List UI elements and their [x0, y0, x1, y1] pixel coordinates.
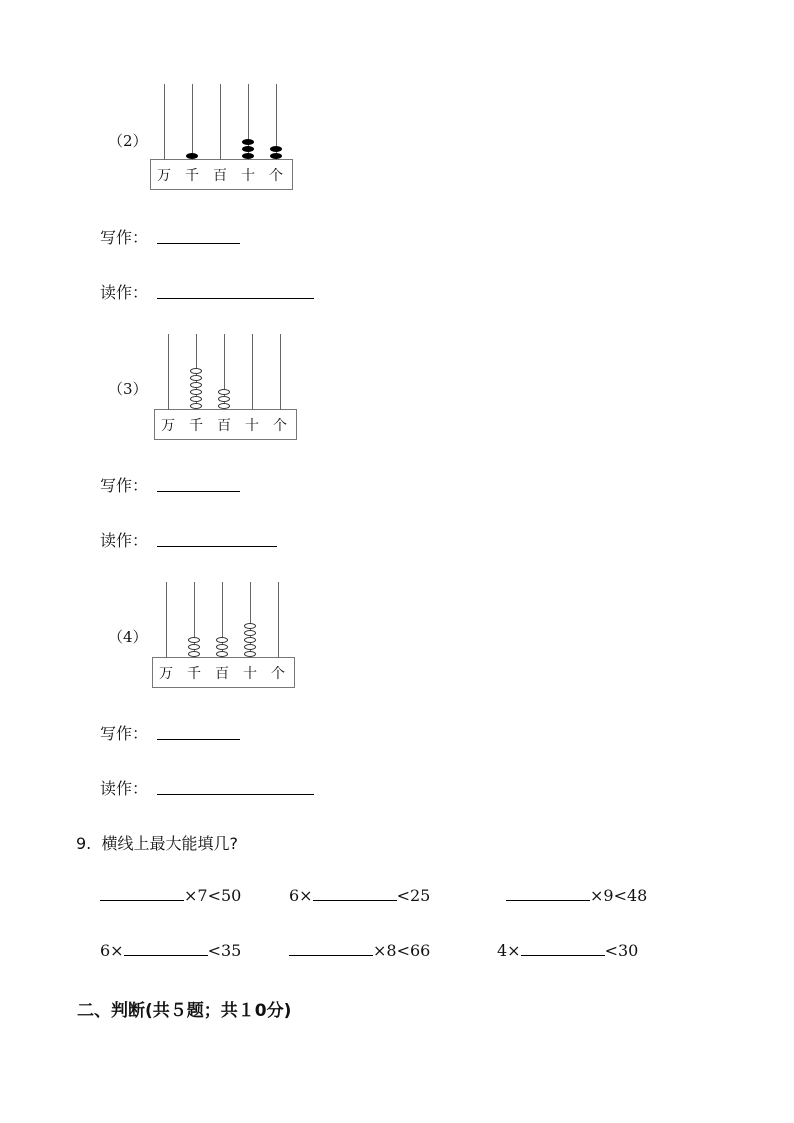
rod-ge — [280, 334, 281, 410]
abacus-bead — [188, 651, 200, 657]
abacus-bead — [190, 382, 202, 388]
inequality-item — [506, 886, 647, 905]
abacus-bead — [242, 139, 254, 145]
abacus-2 — [150, 84, 293, 190]
place-bai: 百 — [213, 168, 227, 184]
abacus-3 — [154, 334, 297, 440]
answer-blank[interactable] — [289, 954, 373, 956]
read-answer-blank[interactable] — [157, 298, 314, 299]
expr-prefix: 6× — [289, 886, 313, 905]
write-label: 写作： — [100, 476, 149, 495]
abacus-bead — [186, 153, 198, 159]
place-wan: 万 — [157, 168, 171, 184]
abacus-bead — [190, 396, 202, 402]
read-answer-blank[interactable] — [157, 794, 314, 795]
answer-blank[interactable] — [521, 954, 605, 956]
place-qian: 千 — [189, 418, 203, 434]
place-wan: 万 — [159, 666, 173, 682]
place-shi: 十 — [241, 168, 255, 184]
place-ge: 个 — [271, 666, 285, 682]
write-answer-blank[interactable] — [157, 491, 240, 492]
abacus-bead — [188, 637, 200, 643]
abacus-bead — [242, 146, 254, 152]
abacus-bead — [218, 389, 230, 395]
inequality-item — [100, 941, 241, 960]
question-9-title — [76, 831, 238, 854]
inequality-item — [289, 941, 430, 960]
abacus-bead — [188, 644, 200, 650]
write-label: 写作： — [100, 724, 149, 743]
expr-suffix: <25 — [396, 886, 431, 905]
expr-suffix: ×9<48 — [590, 886, 648, 905]
rod-wan — [168, 334, 169, 410]
answer-blank[interactable] — [313, 899, 397, 901]
answer-blank[interactable] — [124, 954, 208, 956]
abacus-bead — [216, 644, 228, 650]
abacus-bead — [218, 403, 230, 409]
abacus-bead — [244, 630, 256, 636]
abacus-bead — [244, 623, 256, 629]
rod-wan — [166, 582, 167, 658]
rod-shi — [252, 334, 253, 410]
abacus-bead — [242, 153, 254, 159]
read-label: 读作： — [100, 283, 149, 302]
answer-blank[interactable] — [506, 899, 590, 901]
abacus-bead — [244, 637, 256, 643]
section-2-heading: 二、判断(共５题；共１0分) — [77, 1001, 292, 1021]
read-answer-blank[interactable] — [157, 546, 277, 547]
place-ge: 个 — [273, 418, 287, 434]
expr-prefix: 6× — [100, 941, 124, 960]
abacus-bead — [244, 651, 256, 657]
question-number: 9. — [76, 834, 92, 853]
expr-suffix: <30 — [604, 941, 639, 960]
abacus-4 — [152, 582, 295, 688]
inequality-item — [100, 886, 241, 905]
expr-suffix: <35 — [207, 941, 242, 960]
expr-prefix: 4× — [497, 941, 521, 960]
rod-wan — [164, 84, 165, 160]
problem-4-label: （4） — [108, 628, 148, 646]
problem-3-label: （3） — [108, 380, 148, 398]
rod-qian — [192, 84, 193, 160]
problem-2-label: （2） — [108, 132, 148, 150]
abacus-bead — [244, 644, 256, 650]
place-qian: 千 — [187, 666, 201, 682]
expr-suffix: ×8<66 — [373, 941, 431, 960]
abacus-bead — [216, 637, 228, 643]
abacus-bead — [270, 146, 282, 152]
abacus-bead — [190, 389, 202, 395]
read-label: 读作： — [100, 531, 149, 550]
place-wan: 万 — [161, 418, 175, 434]
rod-bai — [220, 84, 221, 160]
place-ge: 个 — [269, 168, 283, 184]
abacus-bead — [216, 651, 228, 657]
place-bai: 百 — [217, 418, 231, 434]
abacus-bead — [270, 153, 282, 159]
abacus-bead — [190, 403, 202, 409]
abacus-bead — [218, 396, 230, 402]
place-qian: 千 — [185, 168, 199, 184]
abacus-bead — [190, 375, 202, 381]
abacus-bead — [190, 368, 202, 374]
question-text: 横线上最大能填几? — [101, 834, 238, 853]
place-shi: 十 — [243, 666, 257, 682]
place-bai: 百 — [215, 666, 229, 682]
place-shi: 十 — [245, 418, 259, 434]
rod-ge — [278, 582, 279, 658]
expr-suffix: ×7<50 — [184, 886, 242, 905]
write-label: 写作： — [100, 228, 149, 247]
inequality-item — [289, 886, 430, 905]
write-answer-blank[interactable] — [157, 739, 240, 740]
write-answer-blank[interactable] — [157, 243, 240, 244]
inequality-item — [497, 941, 638, 960]
read-label: 读作： — [100, 779, 149, 798]
answer-blank[interactable] — [100, 899, 184, 901]
